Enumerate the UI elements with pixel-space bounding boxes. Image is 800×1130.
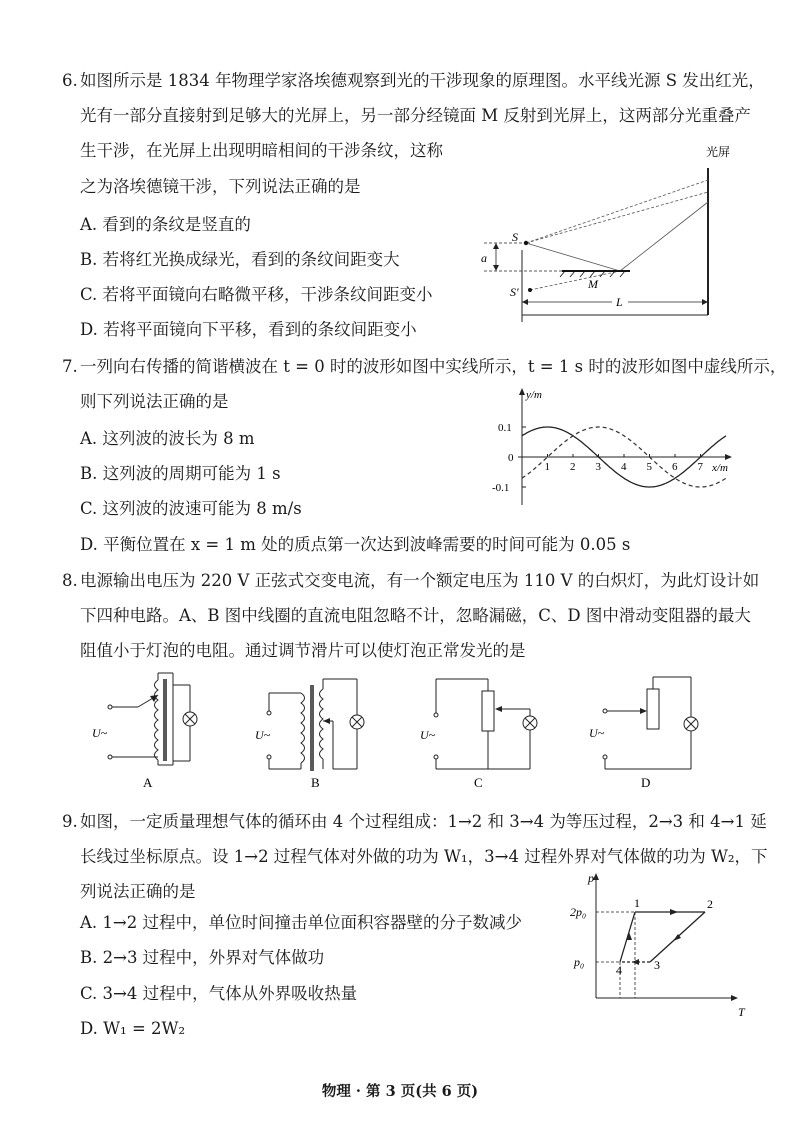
q6-stem-line-4: 之为洛埃德镜干涉，下列说法正确的是 [80, 177, 361, 196]
q7-option-a: A. 这列波的波长为 8 m [80, 429, 255, 448]
q7-number: 7. [62, 357, 78, 376]
q9-p-t-diagram [560, 870, 750, 1020]
y-tick-label: -0.1 [492, 482, 510, 494]
q9-option-d: D. W₁ = 2W₂ [80, 1019, 186, 1038]
label-point-2: 2 [707, 897, 713, 911]
label-p0: p₀ [574, 955, 585, 969]
label-m: M [588, 277, 598, 291]
q6-option-a: A. 看到的条纹是竖直的 [80, 215, 251, 234]
circuit-caption: B [311, 775, 320, 790]
source-s-prime [528, 288, 532, 292]
q6-option-b: B. 若将红光换成绿光，看到的条纹间距变大 [80, 250, 400, 269]
source-s [524, 241, 528, 245]
q7-option-c: C. 这列波的波速可能为 8 m/s [80, 499, 302, 518]
label-l: L [616, 295, 623, 309]
q8-stem-line-2: 下四种电路。A、B 图中线圈的直流电阻忽略不计，忽略漏磁，C、D 图中滑动变阻器的最大 [80, 606, 751, 625]
y-axis-label: y/m [526, 389, 542, 401]
x-tick-label-5: 5 [646, 461, 652, 473]
screen-label: 光屏 [706, 145, 731, 159]
circuit-caption: C [474, 775, 483, 790]
x-tick-label-6: 6 [672, 461, 678, 473]
q7-wave-chart [478, 385, 738, 510]
circuit-b [253, 665, 383, 795]
x-tick-label-2: 2 [570, 461, 576, 473]
q7-option-b: B. 这列波的周期可能为 1 s [80, 464, 281, 483]
rheostat [647, 689, 659, 729]
x-tick-label-4: 4 [621, 461, 627, 473]
q9-option-a: A. 1→2 过程中，单位时间撞击单位面积容器壁的分子数减少 [80, 913, 522, 932]
q8-stem-line-3: 阻值小于灯泡的电阻。通过调节滑片可以使灯泡正常发光的是 [80, 641, 526, 660]
source-label: U~ [255, 728, 271, 742]
q8-stem-line-1: 电源输出电压为 220 V 正弦式交变电流，有一个额定电压为 110 V 的白炽灯，为此灯设计如 [80, 571, 760, 590]
q9-stem-line-1: 如图，一定质量理想气体的循环由 4 个过程组成：1→2 和 3→4 为等压过程，2→3 和 4→1 延 [80, 812, 767, 831]
circuit-caption: D [641, 775, 651, 790]
circuit-c [418, 665, 548, 795]
q6-option-c: C. 若将平面镜向右略微平移，干涉条纹间距变小 [80, 285, 433, 304]
circuit-d [585, 665, 715, 795]
label-s-prime: S′ [510, 285, 519, 299]
p-axis-label: p [588, 871, 594, 885]
q7-stem-line-2: 则下列说法正确的是 [80, 392, 229, 411]
q9-stem-line-3: 列说法正确的是 [80, 882, 196, 901]
label-point-3: 3 [654, 958, 660, 972]
x-tick-label-1: 1 [544, 461, 550, 473]
rheostat [482, 691, 494, 731]
y-tick-label: 0.1 [498, 422, 512, 434]
label-point-1: 1 [634, 896, 640, 910]
q7-option-d: D. 平衡位置在 x = 1 m 处的质点第一次达到波峰需要的时间可能为 0.05 s [80, 535, 631, 554]
q7-stem-line-1: 一列向右传播的简谐横波在 t = 0 时的波形如图中实线所示，t = 1 s 时的波形如图中虚线所示， [80, 357, 787, 376]
y-tick-label: 0 [508, 452, 514, 464]
circuit-a [88, 665, 218, 795]
q6-option-d: D. 若将平面镜向下平移，看到的条纹间距变小 [80, 320, 417, 339]
label-a: a [481, 251, 487, 265]
source-label: U~ [589, 726, 605, 740]
q6-number: 6. [62, 71, 78, 90]
q6-stem-line-2: 光有一部分直接射到足够大的光屏上，另一部分经镜面 M 反射到光屏上，这两部分光重叠产 [80, 106, 751, 125]
q9-number: 9. [62, 812, 78, 831]
x-axis-label: x/m [712, 462, 728, 474]
label-2p0: 2p₀ [570, 905, 587, 919]
q6-stem-line-3: 生干涉，在光屏上出现明暗相间的干涉条纹，这称 [80, 141, 443, 160]
x-tick-label-3: 3 [595, 461, 601, 473]
label-s: S [512, 230, 518, 244]
q6-stem-line-1: 如图所示是 1834 年物理学家洛埃德观察到光的干涉现象的原理图。水平线光源 S 发出红光， [80, 71, 765, 90]
t-axis-label: T [738, 1005, 745, 1019]
q6-lloyd-mirror-figure [470, 140, 750, 340]
source-label: U~ [92, 726, 108, 740]
q9-option-b: B. 2→3 过程中，外界对气体做功 [80, 948, 325, 967]
q8-number: 8. [62, 571, 78, 590]
page-footer: 物理 · 第 3 页(共 6 页) [321, 1083, 479, 1100]
q9-option-c: C. 3→4 过程中，气体从外界吸收热量 [80, 984, 358, 1003]
circuit-caption: A [143, 775, 153, 790]
label-point-4: 4 [616, 963, 622, 977]
x-tick-label-7: 7 [697, 461, 703, 473]
source-label: U~ [420, 728, 436, 742]
q9-stem-line-2: 长线过坐标原点。设 1→2 过程气体对外做的功为 W₁，3→4 过程外界对气体做的功为 W₂，下 [80, 847, 768, 866]
